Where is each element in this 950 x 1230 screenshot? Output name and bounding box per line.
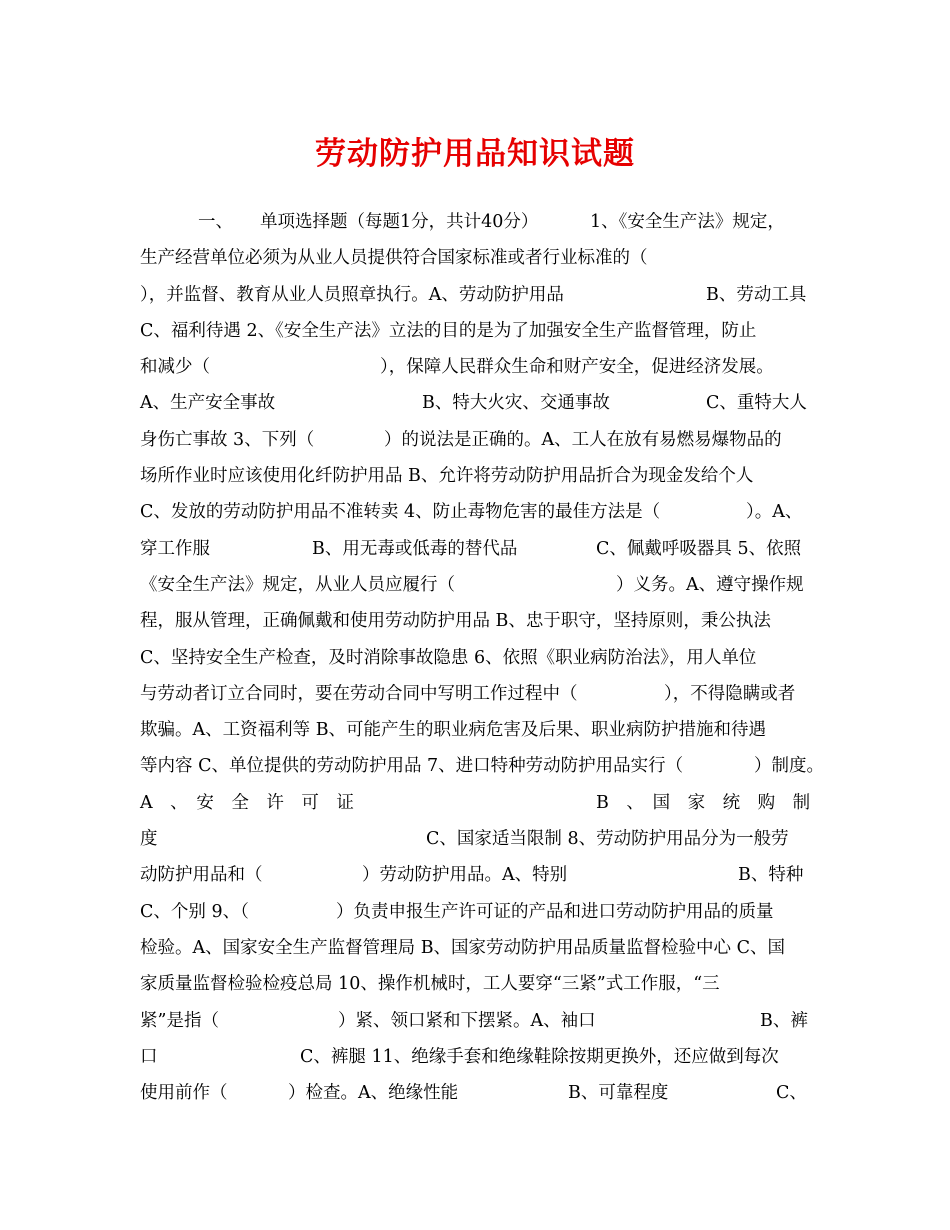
text-segment: 等内容 C、单位提供的劳动防护用品 7、进口特种劳动防护用品实行（: [140, 756, 684, 777]
text-segment: 与劳动者订立合同时，要在劳动合同中写明工作过程中（: [140, 683, 578, 704]
text-line: [140, 930, 820, 966]
text-segment: C、坚持安全生产检查，及时消除事故隐患 6、依照《职业病防治法》，用人单位: [140, 647, 757, 668]
text-segment: 家质量监督检验检疫总局 10、操作机械时，工人要穿“三紧”式工作服，“三: [140, 974, 720, 995]
text-line: [140, 785, 820, 821]
text-segment: ）的说法是正确的。A、工人在放有易燃易爆物品的: [384, 429, 782, 450]
text-segment: A 、 安 全 许 可 证: [140, 792, 354, 813]
text-segment: B、可靠程度: [568, 1083, 669, 1104]
text-segment: ）义务。A、遵守操作规: [616, 574, 804, 595]
text-line: [140, 1075, 820, 1111]
text-segment: C、佩戴呼吸器具 5、依照: [596, 538, 802, 559]
text-segment: A、生产安全事故: [140, 393, 276, 414]
text-segment: ）紧、领口紧和下摆紧。A、袖口: [338, 1010, 596, 1031]
text-segment: C、裤腿 11、绝缘手套和绝缘鞋除按期更换外，还应做到每次: [300, 1046, 779, 1067]
text-line: [140, 240, 820, 276]
text-segment: 紧”是指（: [140, 1010, 219, 1031]
text-line: [140, 857, 820, 893]
text-segment: C、重特大人: [706, 393, 807, 414]
text-segment: ）负责申报生产许可证的产品和进口劳动防护用品的质量: [336, 901, 774, 922]
text-segment: 欺骗。A、工资福利等 B、可能产生的职业病危害及后果、职业病防护措施和待遇: [140, 720, 767, 741]
text-segment: 身伤亡事故 3、下列（: [140, 429, 315, 450]
text-segment: 使用前作（: [140, 1083, 228, 1104]
text-segment: B、特种: [738, 865, 804, 886]
document-body: [140, 204, 824, 1111]
text-segment: C、: [776, 1083, 807, 1104]
text-line: [140, 458, 820, 494]
text-line: [140, 603, 820, 639]
text-line: [140, 676, 820, 712]
text-line: [140, 567, 820, 603]
text-segment: 单项选择题（每题1分，共计40分）: [260, 212, 539, 232]
text-line: [140, 277, 820, 313]
text-segment: 程，服从管理，正确佩戴和使用劳动防护用品 B、忠于职守，坚持原则，秉公执法: [140, 611, 771, 632]
text-segment: 度: [140, 829, 158, 850]
text-segment: B、裤: [760, 1010, 808, 1031]
text-segment: ）检查。A、绝缘性能: [288, 1083, 459, 1104]
text-segment: 生产经营单位必须为从业人员提供符合国家标准或者行业标准的（: [140, 248, 648, 269]
text-segment: 穿工作服: [140, 538, 210, 559]
text-segment: 口: [140, 1046, 158, 1067]
text-segment: 检验。A、国家安全生产监督管理局 B、国家劳动防护用品质量监督检验中心 C、国: [140, 937, 786, 958]
text-line: [140, 640, 820, 676]
text-line: [140, 204, 820, 240]
text-line: [140, 422, 820, 458]
text-segment: C、发放的劳动防护用品不准转卖 4、防止毒物危害的最佳方法是（: [140, 502, 661, 523]
text-segment: ）制度。: [754, 756, 824, 777]
text-segment: B、特大火灾、交通事故: [422, 393, 610, 414]
document-title: 劳动防护用品知识试题: [315, 136, 635, 172]
text-line: [140, 821, 820, 857]
text-line: [140, 385, 820, 421]
text-segment: C、国家适当限制 8、劳动防护用品分为一般劳: [426, 829, 789, 850]
text-line: [140, 1039, 820, 1075]
text-segment: ）劳动防护用品。A、特别: [362, 865, 568, 886]
text-segment: C、福利待遇 2、《安全生产法》立法的目的是为了加强安全生产监督管理，防止: [140, 320, 757, 341]
text-segment: 动防护用品和（: [140, 865, 263, 886]
text-segment: B 、 国 家 统 购 制: [596, 792, 811, 813]
text-segment: B、用无毒或低毒的替代品: [312, 538, 518, 559]
text-segment: ），保障人民群众生命和财产安全，促进经济发展。: [380, 357, 774, 378]
text-segment: 1、《安全生产法》规定，: [590, 212, 785, 232]
text-line: [140, 894, 820, 930]
text-line: [140, 748, 824, 784]
text-segment: B、劳动工具: [706, 284, 807, 305]
text-segment: ），并监督、教育从业人员照章执行。A、劳动防护用品: [140, 284, 564, 305]
text-line: [140, 349, 820, 385]
text-line: [140, 1003, 820, 1039]
text-segment: 《安全生产法》规定，从业人员应履行（: [140, 574, 455, 595]
text-line: [140, 494, 820, 530]
text-line: [140, 313, 820, 349]
text-line: [140, 966, 820, 1002]
text-segment: C、个别 9、（: [140, 901, 249, 922]
text-line: [140, 531, 820, 567]
text-segment: 一、: [198, 212, 233, 232]
text-segment: 和减少（: [140, 357, 210, 378]
text-segment: ），不得隐瞒或者: [664, 683, 796, 704]
text-segment: 场所作业时应该使用化纤防护用品 B、允许将劳动防护用品折合为现金发给个人: [140, 466, 754, 487]
text-segment: ）。A、: [746, 502, 803, 523]
text-line: [140, 712, 820, 748]
